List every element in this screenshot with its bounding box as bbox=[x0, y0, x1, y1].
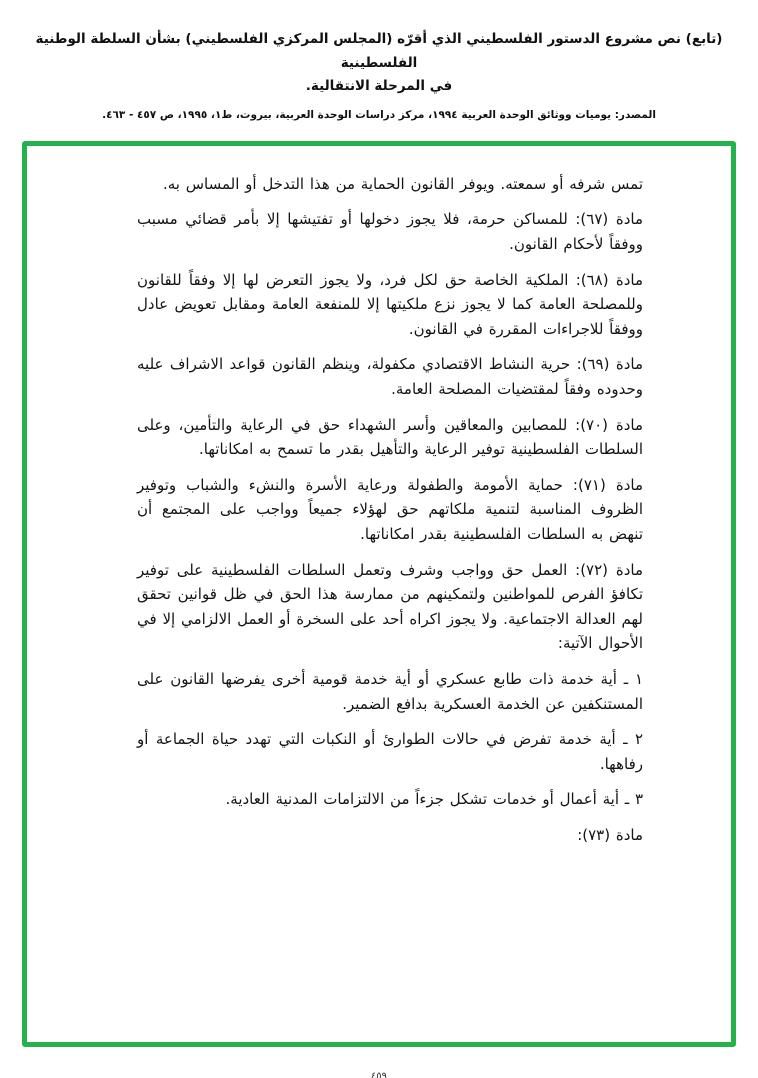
paragraph-article-71: مادة (٧١): حماية الأمومة والطفولة ورعاية الأسرة والنشء والشباب وتوفير الظروف المناسبة لتنمية ملكاتهم حق لهؤلاء جميعاً وواجب على المجتمع أن تنهض به السلطات الفلسطينية بقدر امكاناتها. bbox=[137, 475, 644, 543]
paragraph-article-73: مادة (٧٣): bbox=[577, 825, 643, 844]
title-line-2: في المرحلة الانتقالية. bbox=[305, 78, 453, 95]
paragraph-article-70: مادة (٧٠): للمصابين والمعاقين وأسر الشهداء حق في الرعاية والتأمين، وعلى السلطات الفلسطينية توفير الرعاية والتأهيل بقدر ما تسمح به امكاناتها. bbox=[137, 415, 644, 459]
paragraph-continuation: تمس شرفه أو سمعته. ويوفر القانون الحماية من هذا التدخل أو المساس به. bbox=[162, 174, 643, 193]
paragraph-clause-1: ١ ـ أية خدمة ذات طابع عسكري أو أية خدمة قومية أخرى يفرضها القانون على المستنكفين عن الخدمة العسكرية بدافع الضمير. bbox=[137, 669, 643, 713]
document-header bbox=[0, 0, 758, 121]
paragraph-clause-3: ٣ ـ أية أعمال أو خدمات تشكل جزءاً من الالتزامات المدنية العادية. bbox=[225, 790, 643, 809]
source-citation: المصدر: يوميات ووثائق الوحدة العربية ١٩٩٤، مركز دراسات الوحدة العربية، بيروت، ط١، ١٩٩٥، ص ٤٥٧ - ٤٦٣. bbox=[102, 108, 656, 121]
paragraph-article-72: مادة (٧٢): العمل حق وواجب وشرف وتعمل السلطات الفلسطينية على توفير تكافؤ الفرص للمواطنين ولتمكينهم من ممارسة هذا الحق في ظل قوانين تحقق لهم العدالة الاجتماعية. ولا يجوز اكراه أحد على السخرة أو العمل الالزامي إلا في الأحوال الآتية: bbox=[137, 560, 643, 653]
paragraph-article-69: مادة (٦٩): حرية النشاط الاقتصادي مكفولة، وينظم القانون قواعد الاشراف عليه وحدوده وفقاً لمقتضيات المصلحة العامة. bbox=[137, 355, 644, 399]
page-number: ٤٥٩ bbox=[370, 1071, 388, 1078]
paragraph-article-67: مادة (٦٧): للمساكن حرمة، فلا يجوز دخولها أو تفتيشها إلا بأمر قضائي مسبب ووفقاً لأحكام القانون. bbox=[137, 210, 643, 254]
document-title bbox=[30, 28, 728, 99]
title-line-1: (تابع) نص مشروع الدستور الفلسطيني الذي أقرّه (المجلس المركزي الفلسطيني) بشأن السلطة الوطنية الفلسطينية bbox=[35, 31, 723, 71]
paragraph-clause-2: ٢ ـ أية خدمة تفرض في حالات الطوارئ أو النكبات التي تهدد حياة الجماعة أو رفاهها. bbox=[137, 730, 643, 773]
paragraph-article-68: مادة (٦٨): الملكية الخاصة حق لكل فرد، ولا يجوز التعرض لها إلا وفقاً للقانون وللمصلحة العامة كما لا يجوز نزع ملكيتها إلا للمنفعة العامة ومقابل تعويض عادل ووفقاً للاجراءات المقررة في القانون. bbox=[137, 270, 643, 338]
green-border-frame bbox=[22, 141, 736, 1047]
